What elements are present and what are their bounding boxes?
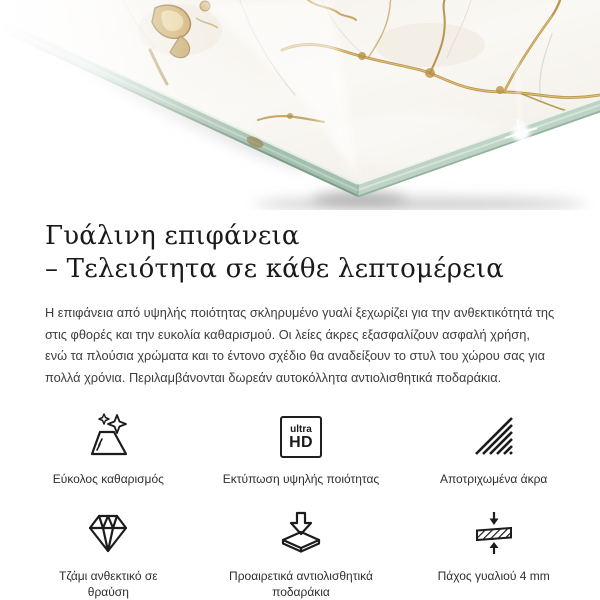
feature-label: Πάχος γυαλιού 4 mm: [437, 569, 550, 584]
feature-anti-slip-feet: [205, 509, 398, 600]
feature-label: Εκτύπωση υψηλής ποιότητας: [222, 472, 380, 487]
glass-panel-image: [0, 0, 600, 210]
feature-ultra-hd-print: [205, 412, 398, 487]
feature-glass-thickness: [397, 509, 590, 600]
feature-label: Εύκολος καθαρισμός: [52, 472, 164, 487]
diamond-icon: [84, 509, 132, 555]
ultra-hd-icon: [280, 412, 322, 458]
product-photo: [0, 0, 600, 210]
product-description-text: Η επιφάνεια από υψηλής ποιότητας σκληρυμένο γυαλί ξεχωρίζει για την ανθεκτικότητά της στις φθορές και την ευκολία καθαρισμού. Οι λείες άκρες εξασφαλίζουν ασφαλή χρήση, ενώ τα πλούσια χρώματα και το έντονο σχέδιο θα αναδείξουν το στυλ του χώρου σας για πολλά χρόνια. Περιλαμβάνονται δωρεάν αυτοκόλλητα αντιολισθητικά ποδαράκια.: [45, 305, 555, 385]
feature-label: Τζάμι ανθεκτικό σε θραύση: [59, 569, 158, 600]
feature-label: Προαιρετικά αντιολισθητικά ποδαράκια: [229, 569, 373, 600]
anti-slip-feet-icon: [277, 509, 325, 555]
glass-thickness-icon: [470, 509, 518, 555]
ultra-hd-badge-top: ultra: [290, 423, 312, 435]
title-line-2: – Τελειότητα σε κάθε λεπτομέρεια: [45, 254, 505, 284]
title-line-1: Γυάλινη επιφάνεια: [45, 221, 300, 251]
feature-label: Αποτριχωμένα άκρα: [439, 472, 548, 487]
feature-easy-cleaning: [12, 412, 205, 487]
feature-shatter-resistant: [12, 509, 205, 600]
page-title: [45, 220, 555, 286]
product-text-section: [0, 210, 600, 600]
feature-grid: [12, 412, 590, 600]
feature-polished-edges: [397, 412, 590, 487]
sparkle-clean-icon: [84, 412, 132, 458]
hatched-edge-icon: [470, 412, 518, 458]
ultra-hd-badge-bottom: HD: [289, 433, 313, 451]
